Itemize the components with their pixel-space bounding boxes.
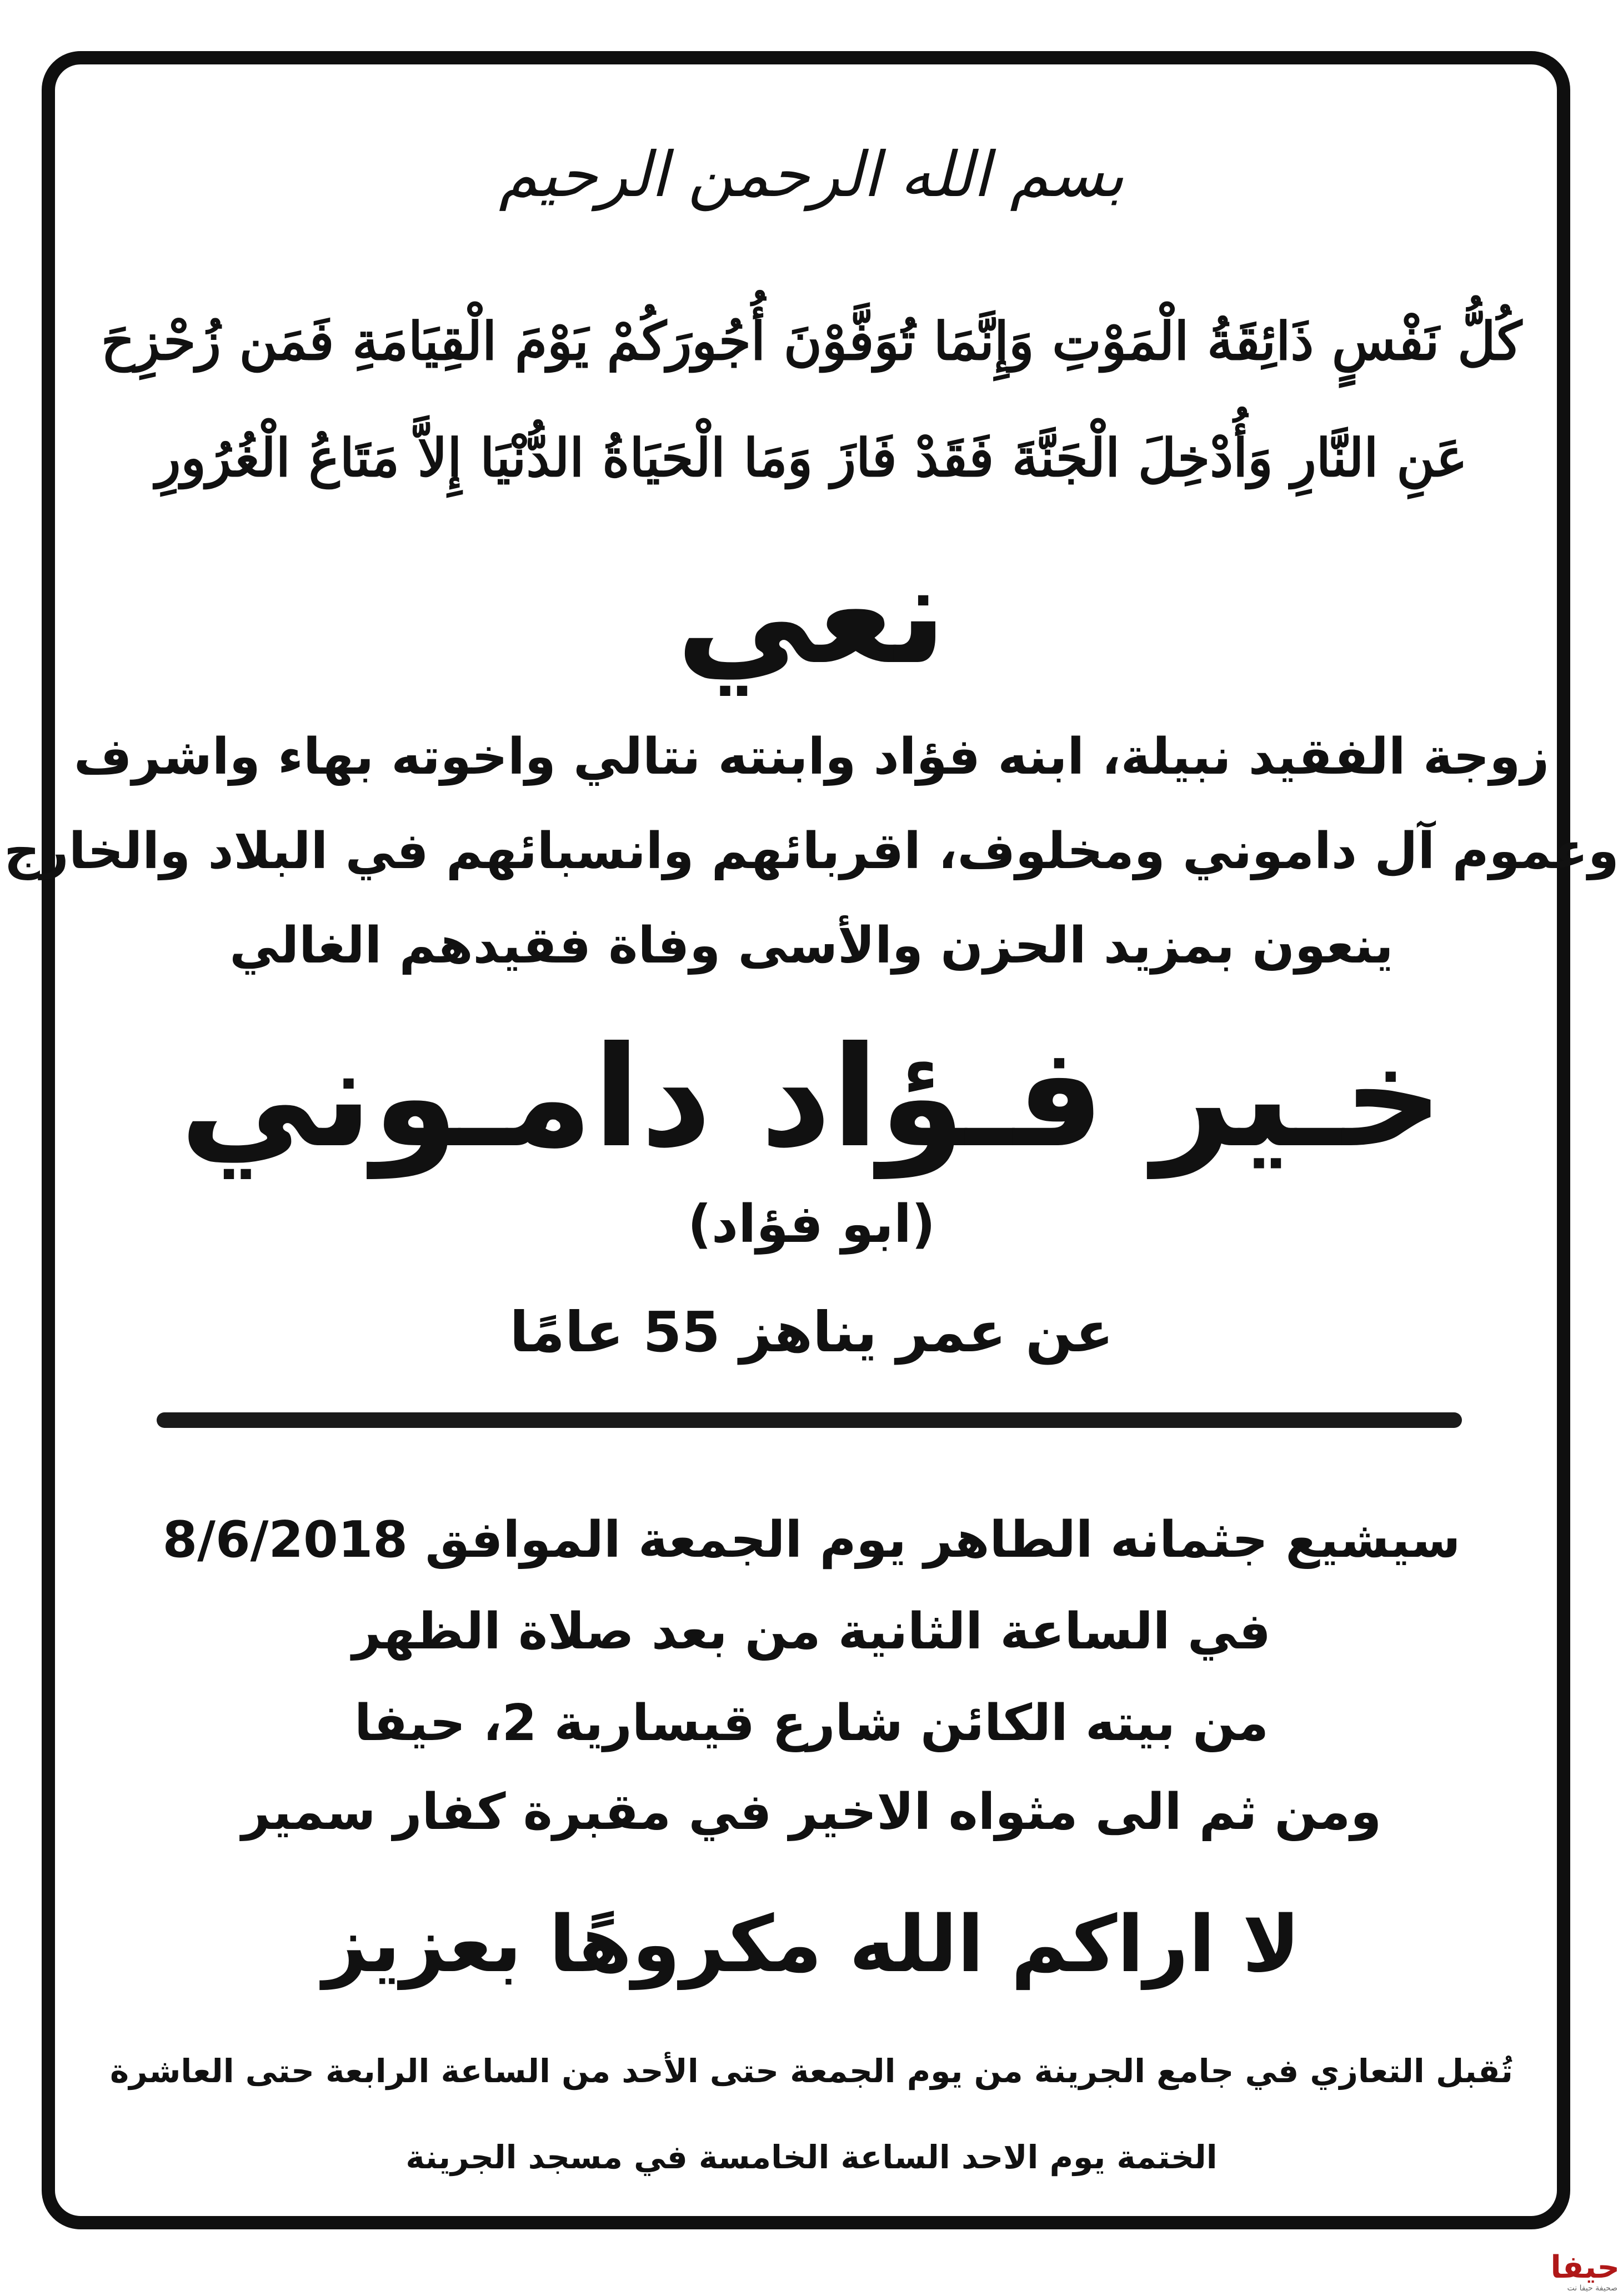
heading-title: نعي bbox=[676, 533, 947, 695]
verse-line-1: كُلُّ نَفْسٍ ذَائِقَةُ الْمَوْتِ وَإِنَّمَا تُوَفَّوْنَ أُجُورَكُمْ يَوْمَ الْقِيَامَةِ فَمَن زُحْزِحَ bbox=[101, 311, 1522, 372]
deceased-name: خـير فـؤاد دامـوني bbox=[179, 1016, 1444, 1178]
announcement-line-2: وعموم آل داموني ومخلوف، اقربائهم وانسبائهم في البلاد والخارج bbox=[4, 822, 1619, 880]
condolence-note: تُقبل التعازي في جامع الجرينة من يوم الجمعة حتى الأحد من الساعة الرابعة حتى العاشرة bbox=[110, 2052, 1513, 2090]
verse-line-2: عَنِ النَّارِ وَأُدْخِلَ الْجَنَّةَ فَقَدْ فَازَ وَمَا الْحَيَاةُ الدُّنْيَا إِلاَّ مَتَاعُ الْغُرُورِ bbox=[156, 428, 1467, 489]
funeral-line-1: سيشيع جثمانه الطاهر يوم الجمعة الموافق 8/6/2018 bbox=[162, 1511, 1461, 1569]
age-line: عن عمر يناهز 55 عامًا bbox=[509, 1300, 1114, 1365]
closing-phrase: لا اراكم الله مكروهًا بعزيز bbox=[323, 1899, 1300, 1990]
announcement-line-3: ينعون بمزيد الحزن والأسى وفاة فقيدهم الغالي bbox=[229, 916, 1394, 975]
watermark-subtitle: صحيفة حيفا نت bbox=[1567, 2284, 1617, 2293]
funeral-line-3: من بيته الكائن شارع قيسارية 2، حيفا bbox=[354, 1694, 1269, 1752]
funeral-line-4: ومن ثم الى مثواه الاخير في مقبرة كفار سمير bbox=[241, 1783, 1382, 1841]
divider-rule bbox=[157, 1412, 1462, 1428]
khatma-note: الختمة يوم الاحد الساعة الخامسة في مسجد الجرينة bbox=[405, 2138, 1218, 2176]
basmala: بسم الله الرحمن الرحيم bbox=[499, 139, 1124, 211]
nickname: (ابو فؤاد) bbox=[687, 1194, 936, 1255]
announcement-line-1: زوجة الفقيد نبيلة، ابنه فؤاد وابنته نتالي واخوته بهاء واشرف bbox=[73, 728, 1550, 786]
watermark-logo: حيفا bbox=[1550, 2249, 1620, 2285]
funeral-line-2: في الساعة الثانية من بعد صلاة الظهر bbox=[352, 1602, 1271, 1661]
